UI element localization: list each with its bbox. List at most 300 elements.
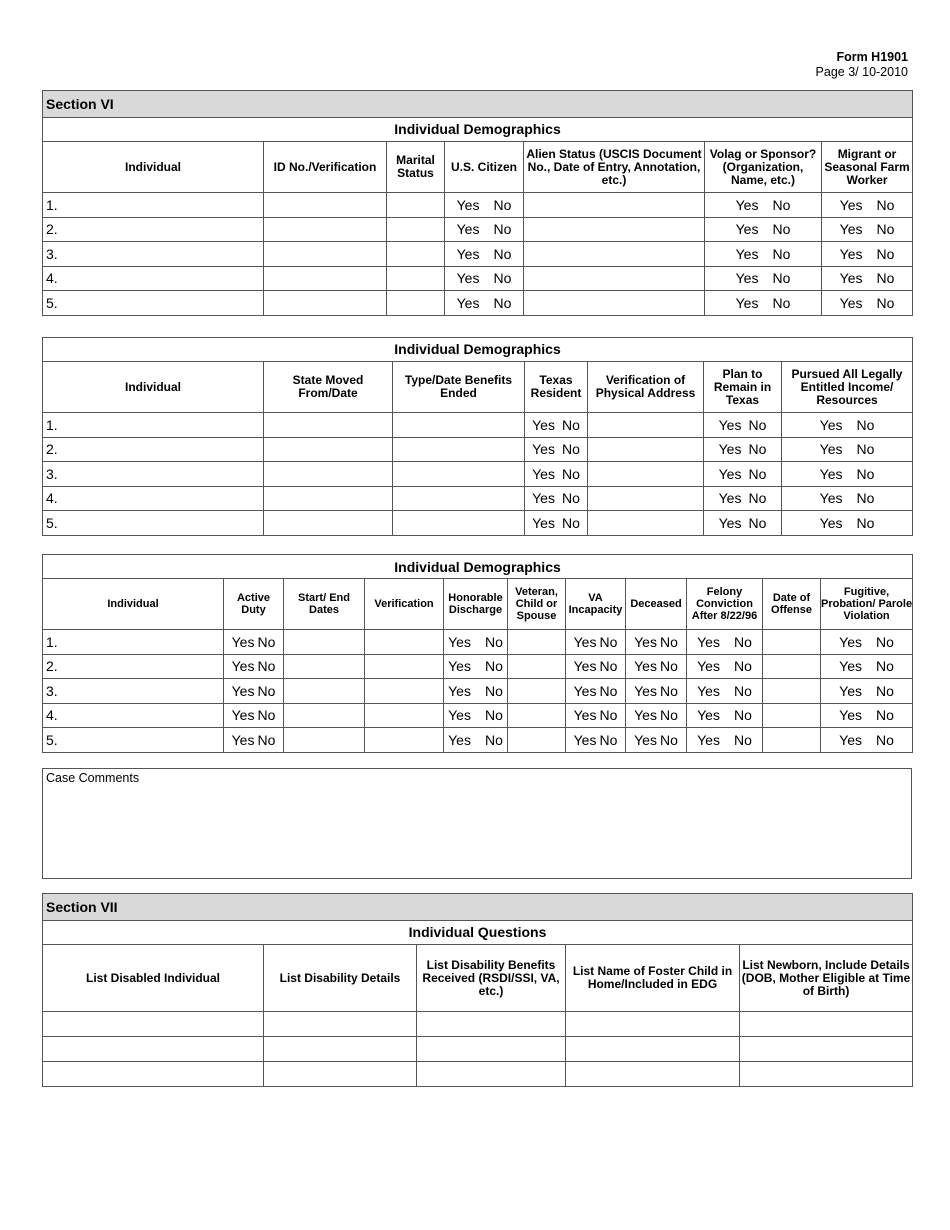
no-option[interactable]: No [733, 633, 752, 650]
state-moved-field[interactable] [264, 486, 393, 511]
marital-field[interactable] [387, 291, 445, 316]
marital-field[interactable] [387, 242, 445, 267]
row-number: 4. [43, 703, 224, 728]
row-number: 5. [43, 291, 264, 316]
form-number: Form H1901 [836, 50, 908, 64]
no-option[interactable]: No [733, 731, 752, 748]
va-choice[interactable] [566, 630, 626, 655]
discharge-choice[interactable] [444, 728, 508, 753]
pursued-choice[interactable] [782, 511, 913, 536]
remain-choice[interactable] [704, 462, 782, 487]
yes-option[interactable]: Yes [839, 633, 862, 650]
benefits-ended-field[interactable] [393, 486, 525, 511]
veteran-field[interactable] [508, 728, 566, 753]
id-field[interactable] [264, 291, 387, 316]
yes-option[interactable]: Yes [718, 490, 742, 507]
newborn-field[interactable] [740, 1012, 913, 1037]
table-row [43, 291, 913, 316]
felony-choice[interactable] [687, 703, 763, 728]
no-option[interactable]: No [561, 514, 580, 531]
discharge-choice[interactable] [444, 679, 508, 704]
deceased-choice[interactable] [626, 679, 687, 704]
remain-choice[interactable] [704, 437, 782, 462]
yes-option[interactable]: Yes [231, 707, 255, 724]
row-number: 4. [43, 266, 264, 291]
case-comments-box[interactable] [42, 768, 912, 879]
no-option[interactable]: No [876, 682, 894, 699]
verification-field[interactable] [365, 679, 444, 704]
address-field[interactable] [588, 462, 704, 487]
resident-choice[interactable] [525, 511, 588, 536]
disability-details-field[interactable] [264, 1037, 417, 1062]
no-option[interactable]: No [856, 441, 875, 458]
alien-field[interactable] [524, 217, 705, 242]
section6-title: Section VI [43, 91, 913, 118]
pursued-choice[interactable] [782, 413, 913, 438]
row-number: 3. [43, 242, 264, 267]
yes-option[interactable]: Yes [718, 514, 742, 531]
col-individual: Individual [43, 142, 264, 193]
section7-title: Section VII [43, 894, 913, 921]
no-option[interactable]: No [856, 465, 875, 482]
fugitive-choice[interactable] [821, 728, 913, 753]
no-option[interactable]: No [876, 245, 895, 262]
col-migrant-worker: Migrant or Seasonal Farm Worker [822, 142, 913, 193]
col-disability-details: List Disability Details [264, 945, 417, 1012]
no-option[interactable]: No [876, 658, 894, 675]
table-row [43, 1012, 913, 1037]
no-option[interactable]: No [733, 707, 752, 724]
marital-field[interactable] [387, 266, 445, 291]
col-us-citizen: U.S. Citizen [445, 142, 524, 193]
yes-option[interactable]: Yes [718, 465, 742, 482]
form-header [816, 50, 908, 80]
table-row [43, 728, 913, 753]
va-choice[interactable] [566, 654, 626, 679]
foster-child-field[interactable] [566, 1062, 740, 1087]
benefits-ended-field[interactable] [393, 462, 525, 487]
volag-choice[interactable] [705, 242, 822, 267]
no-option[interactable]: No [876, 731, 894, 748]
yes-option[interactable]: Yes [697, 633, 720, 650]
offense-date-field[interactable] [763, 703, 821, 728]
verification-field[interactable] [365, 728, 444, 753]
col-pursued-income: Pursued All Legally Entitled Income/ Resources [782, 362, 913, 413]
col-va-incapacity: VA Incapacity [566, 579, 626, 630]
yes-option[interactable]: Yes [448, 682, 471, 699]
state-moved-field[interactable] [264, 413, 393, 438]
pursued-choice[interactable] [782, 437, 913, 462]
no-option[interactable]: No [599, 633, 618, 650]
section6-demographics-table-2 [42, 337, 913, 536]
felony-choice[interactable] [687, 679, 763, 704]
yes-option[interactable]: Yes [532, 441, 555, 458]
yes-option[interactable]: Yes [735, 270, 759, 287]
yes-option[interactable]: Yes [231, 682, 255, 699]
no-option[interactable]: No [484, 682, 503, 699]
form-page: Page 3/ 10-2010 [815, 65, 908, 79]
no-option[interactable]: No [772, 221, 791, 238]
yes-option[interactable]: Yes [448, 731, 471, 748]
yes-option[interactable]: Yes [573, 707, 597, 724]
no-option[interactable]: No [876, 270, 895, 287]
yes-option[interactable]: Yes [231, 633, 255, 650]
dates-field[interactable] [284, 630, 365, 655]
yes-option[interactable]: Yes [573, 731, 597, 748]
table-row [43, 266, 913, 291]
yes-option[interactable]: Yes [718, 416, 742, 433]
benefits-field[interactable] [417, 1012, 566, 1037]
resident-choice[interactable] [525, 486, 588, 511]
no-option[interactable]: No [257, 658, 276, 675]
yes-option[interactable]: Yes [839, 658, 862, 675]
active-duty-choice[interactable] [224, 654, 284, 679]
yes-option[interactable]: Yes [231, 731, 255, 748]
no-option[interactable]: No [748, 416, 767, 433]
va-choice[interactable] [566, 679, 626, 704]
no-option[interactable]: No [733, 658, 752, 675]
offense-date-field[interactable] [763, 728, 821, 753]
no-option[interactable]: No [484, 707, 503, 724]
felony-choice[interactable] [687, 728, 763, 753]
no-option[interactable]: No [772, 196, 791, 213]
disabled-individual-field[interactable] [43, 1012, 264, 1037]
no-option[interactable]: No [484, 731, 503, 748]
alien-field[interactable] [524, 193, 705, 218]
state-moved-field[interactable] [264, 462, 393, 487]
disability-details-field[interactable] [264, 1062, 417, 1087]
no-option[interactable]: No [659, 707, 678, 724]
case-comments-label: Case Comments [46, 771, 140, 785]
volag-choice[interactable] [705, 193, 822, 218]
no-option[interactable]: No [748, 514, 767, 531]
remain-choice[interactable] [704, 511, 782, 536]
citizen-choice[interactable] [445, 242, 524, 267]
no-option[interactable]: No [599, 682, 618, 699]
yes-option[interactable]: Yes [839, 682, 862, 699]
marital-field[interactable] [387, 217, 445, 242]
offense-date-field[interactable] [763, 654, 821, 679]
resident-choice[interactable] [525, 462, 588, 487]
col-disability-benefits: List Disability Benefits Received (RSDI/SSI, VA, etc.) [417, 945, 566, 1012]
yes-option[interactable]: Yes [456, 294, 480, 311]
address-field[interactable] [588, 437, 704, 462]
migrant-choice[interactable] [822, 266, 913, 291]
no-option[interactable]: No [493, 221, 512, 238]
col-volag-sponsor: Volag or Sponsor? (Organization, Name, etc.) [705, 142, 822, 193]
yes-option[interactable]: Yes [634, 731, 657, 748]
verification-field[interactable] [365, 630, 444, 655]
no-option[interactable]: No [876, 196, 895, 213]
no-option[interactable]: No [659, 731, 678, 748]
yes-option[interactable]: Yes [839, 707, 862, 724]
felony-choice[interactable] [687, 630, 763, 655]
no-option[interactable]: No [493, 270, 512, 287]
no-option[interactable]: No [484, 658, 503, 675]
table-row [43, 679, 913, 704]
fugitive-choice[interactable] [821, 703, 913, 728]
yes-option[interactable]: Yes [456, 270, 480, 287]
state-moved-field[interactable] [264, 511, 393, 536]
id-field[interactable] [264, 193, 387, 218]
citizen-choice[interactable] [445, 193, 524, 218]
no-option[interactable]: No [599, 707, 618, 724]
col-deceased: Deceased [626, 579, 687, 630]
alien-field[interactable] [524, 266, 705, 291]
row-number: 2. [43, 217, 264, 242]
remain-choice[interactable] [704, 486, 782, 511]
offense-date-field[interactable] [763, 679, 821, 704]
col-newborn: List Newborn, Include Details (DOB, Mother Eligible at Time of Birth) [740, 945, 913, 1012]
no-option[interactable]: No [257, 682, 276, 699]
section7-questions-table [42, 893, 913, 1087]
yes-option[interactable]: Yes [819, 465, 843, 482]
alien-field[interactable] [524, 291, 705, 316]
yes-option[interactable]: Yes [573, 658, 597, 675]
no-option[interactable]: No [748, 490, 767, 507]
pursued-choice[interactable] [782, 486, 913, 511]
yes-option[interactable]: Yes [697, 707, 720, 724]
active-duty-choice[interactable] [224, 728, 284, 753]
no-option[interactable]: No [561, 465, 580, 482]
volag-choice[interactable] [705, 266, 822, 291]
state-moved-field[interactable] [264, 437, 393, 462]
row-number: 1. [43, 193, 264, 218]
migrant-choice[interactable] [822, 242, 913, 267]
id-field[interactable] [264, 266, 387, 291]
row-number: 1. [43, 413, 264, 438]
yes-option[interactable]: Yes [231, 658, 255, 675]
yes-option[interactable]: Yes [819, 490, 843, 507]
yes-option[interactable]: Yes [839, 196, 863, 213]
veteran-field[interactable] [508, 679, 566, 704]
yes-option[interactable]: Yes [839, 270, 863, 287]
no-option[interactable]: No [876, 633, 894, 650]
row-number: 3. [43, 462, 264, 487]
no-option[interactable]: No [659, 658, 678, 675]
disabled-individual-field[interactable] [43, 1037, 264, 1062]
row-number: 5. [43, 511, 264, 536]
yes-option[interactable]: Yes [634, 682, 657, 699]
no-option[interactable]: No [484, 633, 503, 650]
no-option[interactable]: No [856, 416, 875, 433]
yes-option[interactable]: Yes [735, 245, 759, 262]
resident-choice[interactable] [525, 437, 588, 462]
col-fugitive-violation: Fugitive, Probation/ Parole Violation [821, 579, 913, 630]
alien-field[interactable] [524, 242, 705, 267]
no-option[interactable]: No [856, 514, 875, 531]
citizen-choice[interactable] [445, 217, 524, 242]
active-duty-choice[interactable] [224, 703, 284, 728]
yes-option[interactable]: Yes [735, 221, 759, 238]
no-option[interactable]: No [493, 245, 512, 262]
yes-option[interactable]: Yes [532, 490, 555, 507]
yes-option[interactable]: Yes [532, 514, 555, 531]
row-number: 4. [43, 486, 264, 511]
yes-option[interactable]: Yes [532, 416, 555, 433]
felony-choice[interactable] [687, 654, 763, 679]
disability-details-field[interactable] [264, 1012, 417, 1037]
col-honorable-discharge: Honorable Discharge [444, 579, 508, 630]
no-option[interactable]: No [257, 731, 276, 748]
fugitive-choice[interactable] [821, 679, 913, 704]
deceased-choice[interactable] [626, 654, 687, 679]
deceased-choice[interactable] [626, 728, 687, 753]
foster-child-field[interactable] [566, 1012, 740, 1037]
va-choice[interactable] [566, 703, 626, 728]
yes-option[interactable]: Yes [448, 633, 471, 650]
discharge-choice[interactable] [444, 703, 508, 728]
yes-option[interactable]: Yes [735, 294, 759, 311]
table-row [43, 462, 913, 487]
disabled-individual-field[interactable] [43, 1062, 264, 1087]
col-remain-texas: Plan to Remain in Texas [704, 362, 782, 413]
no-option[interactable]: No [659, 633, 678, 650]
yes-option[interactable]: Yes [448, 707, 471, 724]
active-duty-choice[interactable] [224, 679, 284, 704]
no-option[interactable]: No [659, 682, 678, 699]
yes-option[interactable]: Yes [819, 514, 843, 531]
dates-field[interactable] [284, 703, 365, 728]
migrant-choice[interactable] [822, 291, 913, 316]
yes-option[interactable]: Yes [839, 731, 862, 748]
resident-choice[interactable] [525, 413, 588, 438]
yes-option[interactable]: Yes [697, 682, 720, 699]
col-felony-conviction: Felony Conviction After 8/22/96 [687, 579, 763, 630]
no-option[interactable]: No [561, 416, 580, 433]
yes-option[interactable]: Yes [573, 633, 597, 650]
no-option[interactable]: No [772, 245, 791, 262]
benefits-ended-field[interactable] [393, 511, 525, 536]
dates-field[interactable] [284, 728, 365, 753]
row-number: 1. [43, 630, 224, 655]
table-row [43, 654, 913, 679]
verification-field[interactable] [365, 654, 444, 679]
id-field[interactable] [264, 242, 387, 267]
va-choice[interactable] [566, 728, 626, 753]
table-row [43, 511, 913, 536]
pursued-choice[interactable] [782, 462, 913, 487]
no-option[interactable]: No [561, 490, 580, 507]
yes-option[interactable]: Yes [735, 196, 759, 213]
benefits-ended-field[interactable] [393, 437, 525, 462]
yes-option[interactable]: Yes [532, 465, 555, 482]
verification-field[interactable] [365, 703, 444, 728]
yes-option[interactable]: Yes [697, 731, 720, 748]
col-date-of-offense: Date of Offense [763, 579, 821, 630]
yes-option[interactable]: Yes [448, 658, 471, 675]
no-option[interactable]: No [876, 294, 895, 311]
no-option[interactable]: No [561, 441, 580, 458]
yes-option[interactable]: Yes [839, 294, 863, 311]
veteran-field[interactable] [508, 654, 566, 679]
table-row [43, 193, 913, 218]
address-field[interactable] [588, 511, 704, 536]
benefits-field[interactable] [417, 1037, 566, 1062]
veteran-field[interactable] [508, 630, 566, 655]
no-option[interactable]: No [748, 465, 767, 482]
col-veteran-relation: Veteran, Child or Spouse [508, 579, 566, 630]
yes-option[interactable]: Yes [573, 682, 597, 699]
discharge-choice[interactable] [444, 630, 508, 655]
benefits-ended-field[interactable] [393, 413, 525, 438]
yes-option[interactable]: Yes [697, 658, 720, 675]
no-option[interactable]: No [772, 270, 791, 287]
table-row [43, 1037, 913, 1062]
marital-field[interactable] [387, 193, 445, 218]
no-option[interactable]: No [748, 441, 767, 458]
no-option[interactable]: No [876, 221, 895, 238]
newborn-field[interactable] [740, 1037, 913, 1062]
table1-caption: Individual Demographics [43, 118, 913, 142]
no-option[interactable]: No [599, 731, 618, 748]
row-number: 2. [43, 437, 264, 462]
no-option[interactable]: No [599, 658, 618, 675]
no-option[interactable]: No [257, 633, 276, 650]
col-foster-child: List Name of Foster Child in Home/Included in EDG [566, 945, 740, 1012]
table-row [43, 486, 913, 511]
yes-option[interactable]: Yes [456, 221, 480, 238]
foster-child-field[interactable] [566, 1037, 740, 1062]
dates-field[interactable] [284, 679, 365, 704]
no-option[interactable]: No [876, 707, 894, 724]
yes-option[interactable]: Yes [839, 221, 863, 238]
citizen-choice[interactable] [445, 291, 524, 316]
yes-option[interactable]: Yes [456, 245, 480, 262]
yes-option[interactable]: Yes [718, 441, 742, 458]
deceased-choice[interactable] [626, 703, 687, 728]
offense-date-field[interactable] [763, 630, 821, 655]
migrant-choice[interactable] [822, 193, 913, 218]
no-option[interactable]: No [772, 294, 791, 311]
yes-option[interactable]: Yes [634, 658, 657, 675]
newborn-field[interactable] [740, 1062, 913, 1087]
benefits-field[interactable] [417, 1062, 566, 1087]
no-option[interactable]: No [493, 196, 512, 213]
yes-option[interactable]: Yes [839, 245, 863, 262]
id-field[interactable] [264, 217, 387, 242]
col-id-verification: ID No./Verification [264, 142, 387, 193]
citizen-choice[interactable] [445, 266, 524, 291]
fugitive-choice[interactable] [821, 654, 913, 679]
active-duty-choice[interactable] [224, 630, 284, 655]
col-benefits-ended: Type/Date Benefits Ended [393, 362, 525, 413]
table-row [43, 437, 913, 462]
address-field[interactable] [588, 413, 704, 438]
discharge-choice[interactable] [444, 654, 508, 679]
yes-option[interactable]: Yes [819, 441, 843, 458]
col-marital-status: Marital Status [387, 142, 445, 193]
deceased-choice[interactable] [626, 630, 687, 655]
veteran-field[interactable] [508, 703, 566, 728]
volag-choice[interactable] [705, 291, 822, 316]
yes-option[interactable]: Yes [634, 707, 657, 724]
yes-option[interactable]: Yes [456, 196, 480, 213]
migrant-choice[interactable] [822, 217, 913, 242]
no-option[interactable]: No [493, 294, 512, 311]
address-field[interactable] [588, 486, 704, 511]
fugitive-choice[interactable] [821, 630, 913, 655]
volag-choice[interactable] [705, 217, 822, 242]
col-state-moved: State Moved From/Date [264, 362, 393, 413]
yes-option[interactable]: Yes [634, 633, 657, 650]
no-option[interactable]: No [257, 707, 276, 724]
yes-option[interactable]: Yes [819, 416, 843, 433]
dates-field[interactable] [284, 654, 365, 679]
remain-choice[interactable] [704, 413, 782, 438]
no-option[interactable]: No [856, 490, 875, 507]
no-option[interactable]: No [733, 682, 752, 699]
